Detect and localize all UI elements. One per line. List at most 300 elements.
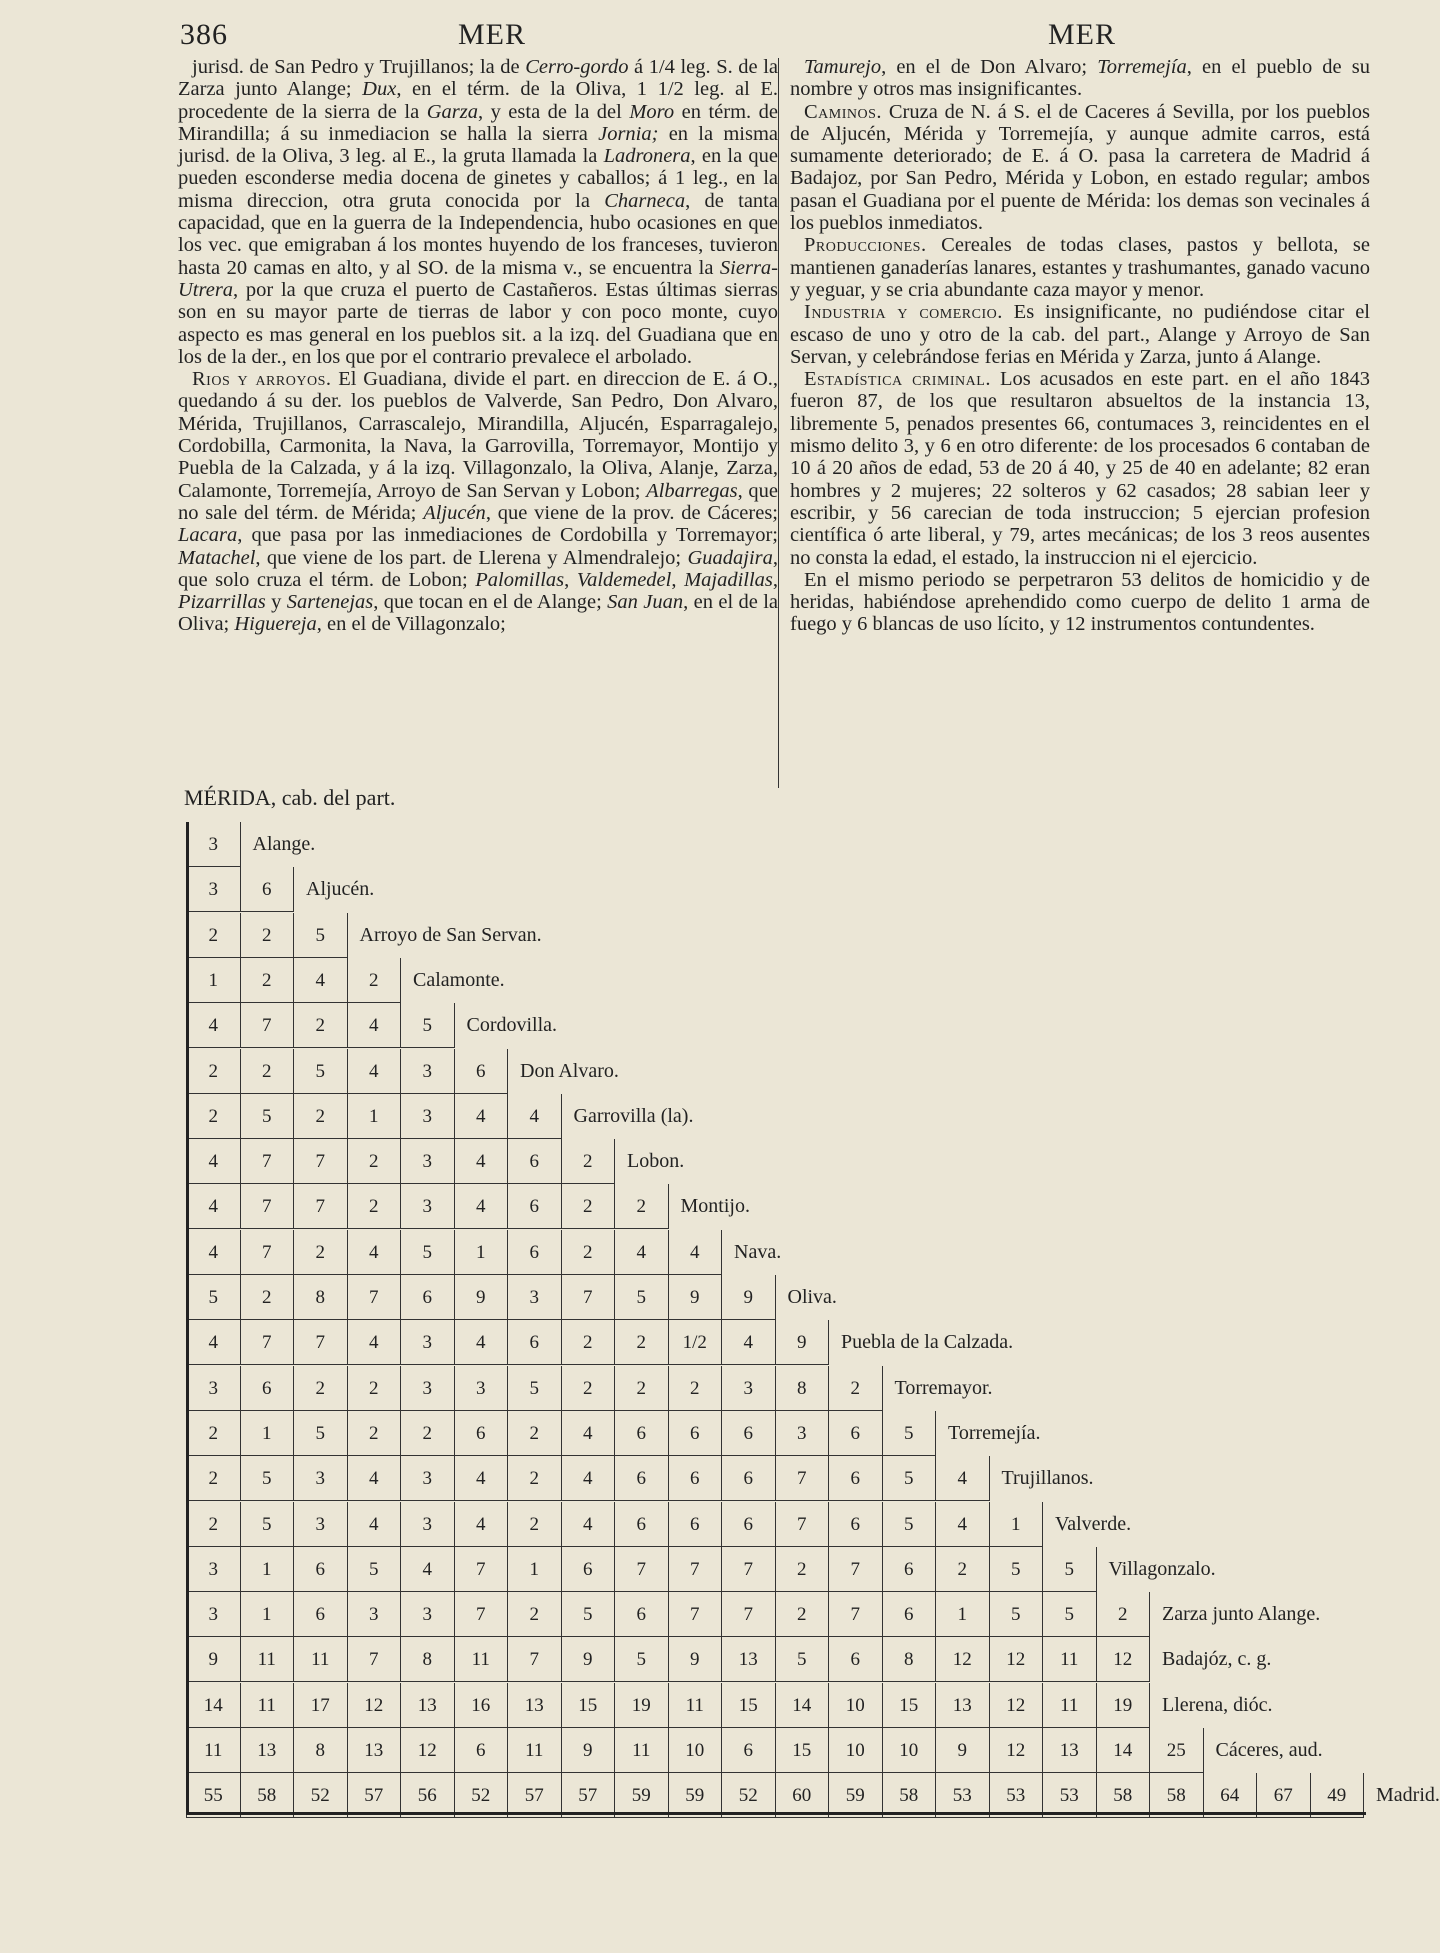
- distance-cell: 2: [240, 958, 294, 1003]
- distance-cell: 55: [186, 1773, 240, 1818]
- distance-cell: 6: [668, 1411, 722, 1456]
- paragraph: [178, 56, 778, 368]
- distance-cell: 5: [882, 1502, 936, 1547]
- distance-cell: 6: [293, 1592, 347, 1637]
- distance-cell: 7: [668, 1592, 722, 1637]
- distance-cell: 2: [186, 1456, 240, 1501]
- town-name: Cordovilla.: [454, 1003, 558, 1048]
- section-heading: Caminos.: [804, 100, 883, 123]
- town-name: Oliva.: [775, 1275, 837, 1320]
- distance-cell: 14: [1096, 1728, 1150, 1773]
- distance-cell: 2: [561, 1184, 615, 1229]
- page-number: 386: [180, 18, 228, 51]
- town-name: Montijo.: [668, 1184, 750, 1229]
- distance-cell: 6: [721, 1456, 775, 1501]
- distance-cell: 4: [668, 1230, 722, 1275]
- distance-cell: 16: [454, 1683, 508, 1728]
- distance-cell: 4: [454, 1502, 508, 1547]
- distance-cell: 2: [561, 1366, 615, 1411]
- text-run: Lacara: [178, 524, 238, 547]
- distance-cell: 11: [1042, 1683, 1096, 1728]
- table-left-border: [186, 822, 189, 1812]
- distance-cell: 8: [293, 1275, 347, 1320]
- text-run: , que tocan en el de Alange;: [373, 591, 608, 614]
- distance-cell: 2: [561, 1320, 615, 1365]
- text-run: , de tanta capacidad, que en la guerra de la Independencia, hubo ocasiones en que los vec. que emigraban á los montes huyendo de los franceses, tuvieron hasta 20 camas en alto, y al SO. de la misma v., se encuentra la: [178, 189, 778, 279]
- text-run: , en el de Villagonzalo;: [316, 613, 506, 636]
- paragraph: [790, 234, 1370, 301]
- distance-cell: 57: [507, 1773, 561, 1818]
- distance-cell: 5: [400, 1003, 454, 1048]
- distance-cell: 4: [454, 1320, 508, 1365]
- distance-cell: 6: [882, 1547, 936, 1592]
- distance-cell: 59: [614, 1773, 668, 1818]
- distance-cell: 19: [614, 1683, 668, 1728]
- distance-cell: 2: [614, 1366, 668, 1411]
- distance-cell: 1: [935, 1592, 989, 1637]
- distance-cell: 4: [454, 1456, 508, 1501]
- distance-cell: 9: [454, 1275, 508, 1320]
- section-heading: Producciones.: [804, 234, 927, 257]
- distance-cell: 7: [347, 1275, 401, 1320]
- text-run: Cereales de todas clases, pastos y bellota, se mantienen ganaderías lanares, estantes y trashumantes, ganado vacuno y yeguar, y se cria abundante caza mayor y menor.: [790, 234, 1370, 301]
- distance-cell: 6: [400, 1275, 454, 1320]
- text-run: , que solo cruza el térm. de Lobon;: [178, 546, 778, 591]
- distance-cell: 59: [828, 1773, 882, 1818]
- distance-cell: 13: [1042, 1728, 1096, 1773]
- text-run: , en el térm. de la Oliva, 1 1/2 leg. al E. procedente de la sierra de la: [178, 78, 778, 123]
- distance-cell: 2: [507, 1411, 561, 1456]
- distance-cell: 1/2: [668, 1320, 722, 1365]
- distance-cell: 4: [186, 1320, 240, 1365]
- town-name: Valverde.: [1042, 1502, 1131, 1547]
- distance-cell: 7: [240, 1230, 294, 1275]
- text-run: Moro: [629, 100, 675, 123]
- distance-cell: 4: [347, 1049, 401, 1094]
- distance-cell: 2: [186, 1502, 240, 1547]
- distance-cell: 2: [561, 1230, 615, 1275]
- distance-cell: 5: [882, 1456, 936, 1501]
- distance-cell: 6: [721, 1502, 775, 1547]
- text-run: Charneca: [604, 189, 686, 212]
- distance-cell: 4: [454, 1184, 508, 1229]
- distance-cell: 9: [186, 1637, 240, 1682]
- distance-cell: 3: [400, 1502, 454, 1547]
- distance-cell: 13: [721, 1637, 775, 1682]
- distance-cell: 7: [828, 1547, 882, 1592]
- text-run: y: [265, 591, 287, 614]
- distance-cell: 7: [293, 1320, 347, 1365]
- distance-cell: 2: [347, 1139, 401, 1184]
- distance-cell: 58: [1149, 1773, 1203, 1818]
- distance-cell: 3: [400, 1139, 454, 1184]
- distance-cell: 8: [293, 1728, 347, 1773]
- distance-cell: 6: [454, 1728, 508, 1773]
- distance-cell: 11: [293, 1637, 347, 1682]
- distance-cell: 10: [828, 1683, 882, 1728]
- distance-cell: 11: [240, 1637, 294, 1682]
- town-name: Garrovilla (la).: [561, 1094, 694, 1139]
- distance-cell: 4: [561, 1502, 615, 1547]
- distance-cell: 6: [721, 1411, 775, 1456]
- distance-cell: 4: [507, 1094, 561, 1139]
- distance-cell: 25: [1149, 1728, 1203, 1773]
- distance-cell: 7: [240, 1184, 294, 1229]
- distance-cell: 4: [454, 1094, 508, 1139]
- text-run: , en la que pueden esconderse media docena de ginetes y caballos; á 1 leg., en la misma direccion, otra gruta conocida por la: [178, 145, 778, 212]
- distance-cell: 2: [935, 1547, 989, 1592]
- left-text-column: [178, 56, 778, 636]
- distance-cell: 58: [240, 1773, 294, 1818]
- distance-cell: 4: [561, 1411, 615, 1456]
- distance-cell: 56: [400, 1773, 454, 1818]
- distance-cell: 4: [935, 1502, 989, 1547]
- distance-cell: 7: [293, 1139, 347, 1184]
- distance-cell: 5: [293, 1049, 347, 1094]
- distance-cell: 7: [293, 1184, 347, 1229]
- distance-cell: 15: [561, 1683, 615, 1728]
- distance-cell: 15: [882, 1683, 936, 1728]
- distance-cell: 52: [721, 1773, 775, 1818]
- distance-cell: 3: [775, 1411, 829, 1456]
- running-header-right: MER: [1048, 18, 1117, 51]
- distance-cell: 3: [186, 1547, 240, 1592]
- distance-cell: 5: [882, 1411, 936, 1456]
- distance-cell: 49: [1310, 1773, 1364, 1818]
- distance-cell: 4: [721, 1320, 775, 1365]
- distance-cell: 6: [614, 1411, 668, 1456]
- distance-cell: 3: [400, 1320, 454, 1365]
- distance-cell: 15: [775, 1728, 829, 1773]
- town-name: Zarza junto Alange.: [1149, 1592, 1320, 1637]
- distance-cell: 7: [721, 1547, 775, 1592]
- right-text-column: [790, 56, 1370, 636]
- distance-cell: 6: [454, 1049, 508, 1094]
- distance-cell: 6: [293, 1547, 347, 1592]
- text-run: jurisd. de San Pedro y Trujillanos; la de: [192, 56, 526, 78]
- distance-cell: 17: [293, 1683, 347, 1728]
- text-run: Albarregas: [646, 479, 738, 502]
- distance-cell: 7: [454, 1592, 508, 1637]
- distance-cell: 5: [400, 1230, 454, 1275]
- distance-cell: 3: [186, 822, 240, 867]
- text-run: á 1/4 leg. S. de la Zarza junto Alange;: [178, 56, 778, 101]
- distance-cell: 13: [240, 1728, 294, 1773]
- distance-cell: 7: [454, 1547, 508, 1592]
- distance-cell: 2: [186, 1049, 240, 1094]
- text-run: Sierra-Utrera: [178, 256, 778, 301]
- town-name: Villagonzalo.: [1096, 1547, 1216, 1592]
- distance-cell: 4: [186, 1139, 240, 1184]
- distance-cell: 6: [668, 1456, 722, 1501]
- distance-cell: 2: [347, 958, 401, 1003]
- distance-cell: 12: [347, 1683, 401, 1728]
- town-name: Puebla de la Calzada.: [828, 1320, 1013, 1365]
- distance-cell: 52: [454, 1773, 508, 1818]
- distance-cell: 53: [1042, 1773, 1096, 1818]
- distance-cell: 2: [293, 1366, 347, 1411]
- distance-cell: 6: [614, 1592, 668, 1637]
- text-run: Palomillas: [475, 568, 565, 591]
- distance-cell: 6: [828, 1411, 882, 1456]
- distance-cell: 4: [186, 1184, 240, 1229]
- text-run: Es insignificante, no pudiéndose citar el escaso de uno y otro de la cab. del part., Alange y Arroyo de San Servan, y celebrándose ferias en Mérida y Zarza, junto á Alange.: [790, 301, 1370, 368]
- text-run: Torremejía: [1097, 56, 1187, 78]
- distance-cell: 2: [347, 1411, 401, 1456]
- text-run: , que viene de los part. de Llerena y Almendralejo;: [255, 546, 688, 569]
- distance-cell: 1: [989, 1502, 1043, 1547]
- distance-cell: 3: [186, 1592, 240, 1637]
- distance-cell: 5: [293, 1411, 347, 1456]
- distance-cell: 2: [614, 1184, 668, 1229]
- distance-cell: 6: [828, 1502, 882, 1547]
- text-run: En el mismo periodo se perpetraron 53 delitos de homicidio y de heridas, habiéndose aprehendido como cuerpo de delito 1 arma de fuego y 6 blancas de uso lícito, y 12 instrumentos contundentes.: [790, 568, 1370, 636]
- distance-cell: 4: [293, 958, 347, 1003]
- text-run: Matachel: [178, 546, 256, 569]
- distance-cell: 1: [240, 1411, 294, 1456]
- distance-cell: 2: [507, 1502, 561, 1547]
- distance-cell: 5: [240, 1094, 294, 1139]
- distance-cell: 5: [561, 1592, 615, 1637]
- text-run: Higuereja: [234, 613, 317, 636]
- distance-cell: 13: [507, 1683, 561, 1728]
- text-run: Aljucén: [423, 501, 486, 524]
- paragraph: [790, 368, 1370, 569]
- text-run: , que viene de la prov. de Cáceres;: [485, 501, 778, 524]
- distance-cell: 3: [454, 1366, 508, 1411]
- town-name: Torremejía.: [935, 1411, 1040, 1456]
- distance-cell: 7: [721, 1592, 775, 1637]
- column-divider: [778, 58, 779, 788]
- distance-cell: 3: [400, 1456, 454, 1501]
- distance-cell: 3: [400, 1184, 454, 1229]
- distance-cell: 7: [240, 1139, 294, 1184]
- distance-cell: 5: [186, 1275, 240, 1320]
- distance-cell: 6: [882, 1592, 936, 1637]
- distance-cell: 3: [721, 1366, 775, 1411]
- distance-cell: 7: [240, 1320, 294, 1365]
- distance-cell: 6: [507, 1184, 561, 1229]
- distance-cell: 3: [293, 1456, 347, 1501]
- distance-cell: 14: [775, 1683, 829, 1728]
- distance-cell: 5: [1042, 1592, 1096, 1637]
- distance-cell: 6: [614, 1456, 668, 1501]
- text-run: Sartenejas: [286, 591, 374, 614]
- distance-cell: 2: [828, 1366, 882, 1411]
- distance-cell: 53: [989, 1773, 1043, 1818]
- section-heading: Estadística criminal.: [804, 368, 991, 391]
- distance-cell: 1: [347, 1094, 401, 1139]
- distance-cell: 6: [240, 1366, 294, 1411]
- town-name: Alange.: [240, 822, 316, 867]
- distance-cell: 1: [454, 1230, 508, 1275]
- table-bottom-border: [186, 1812, 1366, 1815]
- distance-cell: 4: [186, 1003, 240, 1048]
- distance-cell: 4: [186, 1230, 240, 1275]
- distance-cell: 59: [668, 1773, 722, 1818]
- town-name: Calamonte.: [400, 958, 505, 1003]
- town-name: Llerena, dióc.: [1149, 1683, 1273, 1728]
- distance-cell: 11: [507, 1728, 561, 1773]
- distance-cell: 13: [400, 1683, 454, 1728]
- distance-cell: 12: [989, 1637, 1043, 1682]
- text-run: San Juan: [607, 591, 684, 614]
- distance-cell: 3: [400, 1049, 454, 1094]
- distance-cell: 12: [989, 1683, 1043, 1728]
- distance-cell: 5: [614, 1275, 668, 1320]
- distance-cell: 6: [454, 1411, 508, 1456]
- distance-cell: 8: [882, 1637, 936, 1682]
- distance-cell: 11: [614, 1728, 668, 1773]
- distance-cell: 14: [186, 1683, 240, 1728]
- text-run: Pizarrillas: [178, 591, 266, 614]
- distance-cell: 5: [1042, 1547, 1096, 1592]
- distance-cell: 11: [1042, 1637, 1096, 1682]
- distance-cell: 2: [561, 1139, 615, 1184]
- distance-cell: 4: [347, 1456, 401, 1501]
- text-run: El Guadiana, divide el part. en direccion de E. á O., quedando á su der. los pueblos de Valverde, San Pedro, Don Alvaro, Mérida, Trujillanos, Carrascalejo, Mirandilla, Aljucén, Esparragalejo, Cordobilla, Carmonita, la Nava, la Garrovilla, Torremayor, Montijo y Puebla de la Calzada, y á la izq. Villagonzalo, la Oliva, Alanje, Zarza, Calamonte, Torremejía, Arroyo de San Servan y Lobon;: [178, 368, 778, 502]
- distance-cell: 8: [400, 1637, 454, 1682]
- distance-cell: 1: [240, 1547, 294, 1592]
- section-heading: Industria y comercio.: [804, 301, 1003, 324]
- distance-cell: 52: [293, 1773, 347, 1818]
- text-run: ,: [772, 568, 779, 591]
- distance-cell: 2: [293, 1003, 347, 1048]
- distance-cell: 7: [561, 1275, 615, 1320]
- distance-cell: 2: [507, 1456, 561, 1501]
- running-header-left: MER: [458, 18, 527, 51]
- town-name: Madrid.: [1363, 1773, 1440, 1818]
- text-run: ,: [564, 568, 577, 591]
- distance-cell: 13: [935, 1683, 989, 1728]
- distance-cell: 5: [293, 913, 347, 958]
- distance-cell: 6: [614, 1502, 668, 1547]
- text-run: en térm. de Mirandilla; á su inmediacion se halla la sierra: [178, 100, 779, 145]
- distance-cell: 4: [347, 1502, 401, 1547]
- distance-cell: 10: [882, 1728, 936, 1773]
- distance-cell: 3: [293, 1502, 347, 1547]
- distance-cell: 3: [400, 1366, 454, 1411]
- distance-cell: 6: [721, 1728, 775, 1773]
- distance-cell: 4: [400, 1547, 454, 1592]
- distance-cell: 60: [775, 1773, 829, 1818]
- town-name: Lobon.: [614, 1139, 684, 1184]
- distance-cell: 2: [186, 1094, 240, 1139]
- distance-cell: 15: [721, 1683, 775, 1728]
- distance-cell: 53: [935, 1773, 989, 1818]
- distance-cell: 2: [186, 1411, 240, 1456]
- distance-cell: 2: [347, 1184, 401, 1229]
- paragraph: [178, 368, 778, 636]
- text-run: Garza: [426, 100, 478, 123]
- distance-cell: 2: [240, 913, 294, 958]
- distance-cell: 11: [454, 1637, 508, 1682]
- distance-cell: 2: [775, 1547, 829, 1592]
- distance-cell: 10: [668, 1728, 722, 1773]
- distance-cell: 8: [775, 1366, 829, 1411]
- distance-cell: 6: [668, 1502, 722, 1547]
- distance-cell: 4: [347, 1320, 401, 1365]
- distance-cell: 5: [775, 1637, 829, 1682]
- distance-cell: 2: [668, 1366, 722, 1411]
- distance-cell: 5: [989, 1547, 1043, 1592]
- text-run: Majadillas: [684, 568, 773, 591]
- text-run: , en el pueblo de su nombre y otros mas insignificantes.: [790, 56, 1370, 101]
- distance-cell: 2: [507, 1592, 561, 1637]
- distance-cell: 2: [186, 913, 240, 958]
- distance-cell: 5: [240, 1456, 294, 1501]
- town-name: Cáceres, aud.: [1203, 1728, 1323, 1773]
- text-run: Los acusados en este part. en el año 1843 fueron 87, de los que resultaron absueltos de la instancia 13, libremente 5, penados presentes 66, contumaces 3, reincidentes en el mismo delito 3, y 6 en otro diferente: de los procesados 6 contaban de 10 á 20 años de edad, 53 de 20 á 40, y 25 de 40 en adelante; 82 eran hombres y 2 mujeres; 22 solteros y 62 casados; 28 sabian leer y escribir, y 56 carecian de toda instruccion; 5 ejercian profesion científica ó arte liberal, y 79, artes mecánicas; de los 3 reos ausentes no consta la edad, el estado, la instruccion ni el ejercicio.: [790, 368, 1370, 569]
- distance-cell: 5: [240, 1502, 294, 1547]
- distance-cell: 6: [507, 1139, 561, 1184]
- distance-cell: 2: [240, 1275, 294, 1320]
- distance-cell: 11: [186, 1728, 240, 1773]
- distance-cell: 6: [507, 1230, 561, 1275]
- distance-cell: 7: [614, 1547, 668, 1592]
- distance-cell: 12: [989, 1728, 1043, 1773]
- text-run: Valdemedel: [576, 568, 672, 591]
- paragraph: [790, 101, 1370, 235]
- distance-cell: 5: [347, 1547, 401, 1592]
- distance-cell: 57: [347, 1773, 401, 1818]
- distance-cell: 2: [1096, 1592, 1150, 1637]
- distance-cell: 2: [614, 1320, 668, 1365]
- distance-cell: 6: [828, 1637, 882, 1682]
- distance-cell: 4: [454, 1139, 508, 1184]
- distance-cell: 3: [400, 1592, 454, 1637]
- distance-cell: 4: [347, 1003, 401, 1048]
- distance-cell: 3: [186, 867, 240, 912]
- distance-cell: 3: [507, 1275, 561, 1320]
- distance-cell: 7: [775, 1456, 829, 1501]
- distance-cell: 6: [507, 1320, 561, 1365]
- section-heading: Rios y arroyos.: [192, 368, 332, 391]
- distance-cell: 11: [668, 1683, 722, 1728]
- text-run: , por la que cruza el puerto de Castañeros. Estas últimas sierras son en su mayor parte de tierras de labor y con poco monte, cuyo aspecto es mas general en los pueblos sit. a la izq. del Guadiana que en los de la der., en los que por el contrario prevalece el arbolado.: [178, 278, 778, 368]
- paragraph: [790, 56, 1370, 101]
- town-name: Badajóz, c. g.: [1149, 1637, 1271, 1682]
- text-run: Tamurejo: [804, 56, 882, 78]
- town-name: Arroyo de San Servan.: [347, 913, 542, 958]
- distance-cell: 12: [1096, 1637, 1150, 1682]
- distance-cell: 7: [668, 1547, 722, 1592]
- paragraph: [790, 301, 1370, 368]
- distance-cell: 57: [561, 1773, 615, 1818]
- distance-cell: 9: [561, 1637, 615, 1682]
- distance-cell: 2: [293, 1230, 347, 1275]
- distance-cell: 12: [400, 1728, 454, 1773]
- text-run: , que no sale del térm. de Mérida;: [178, 479, 778, 524]
- distance-cell: 12: [935, 1637, 989, 1682]
- distance-cell: 7: [775, 1502, 829, 1547]
- text-run: en la misma jurisd. de la Oliva, 3 leg. al E., la gruta llamada la: [178, 122, 778, 168]
- distance-table-caption: MÉRIDA, cab. del part.: [184, 785, 396, 810]
- text-run: , que pasa por las inmediaciones de Cordobilla y Torremayor;: [237, 524, 778, 547]
- town-name: Don Alvaro.: [507, 1049, 619, 1094]
- distance-cell: 1: [240, 1592, 294, 1637]
- distance-cell: 67: [1256, 1773, 1310, 1818]
- distance-cell: 58: [1096, 1773, 1150, 1818]
- distance-cell: 4: [347, 1230, 401, 1275]
- distance-cell: 9: [668, 1275, 722, 1320]
- distance-cell: 5: [507, 1366, 561, 1411]
- distance-cell: 3: [347, 1592, 401, 1637]
- distance-cell: 58: [882, 1773, 936, 1818]
- distance-cell: 1: [186, 958, 240, 1003]
- distance-cell: 6: [561, 1547, 615, 1592]
- distance-cell: 4: [935, 1456, 989, 1501]
